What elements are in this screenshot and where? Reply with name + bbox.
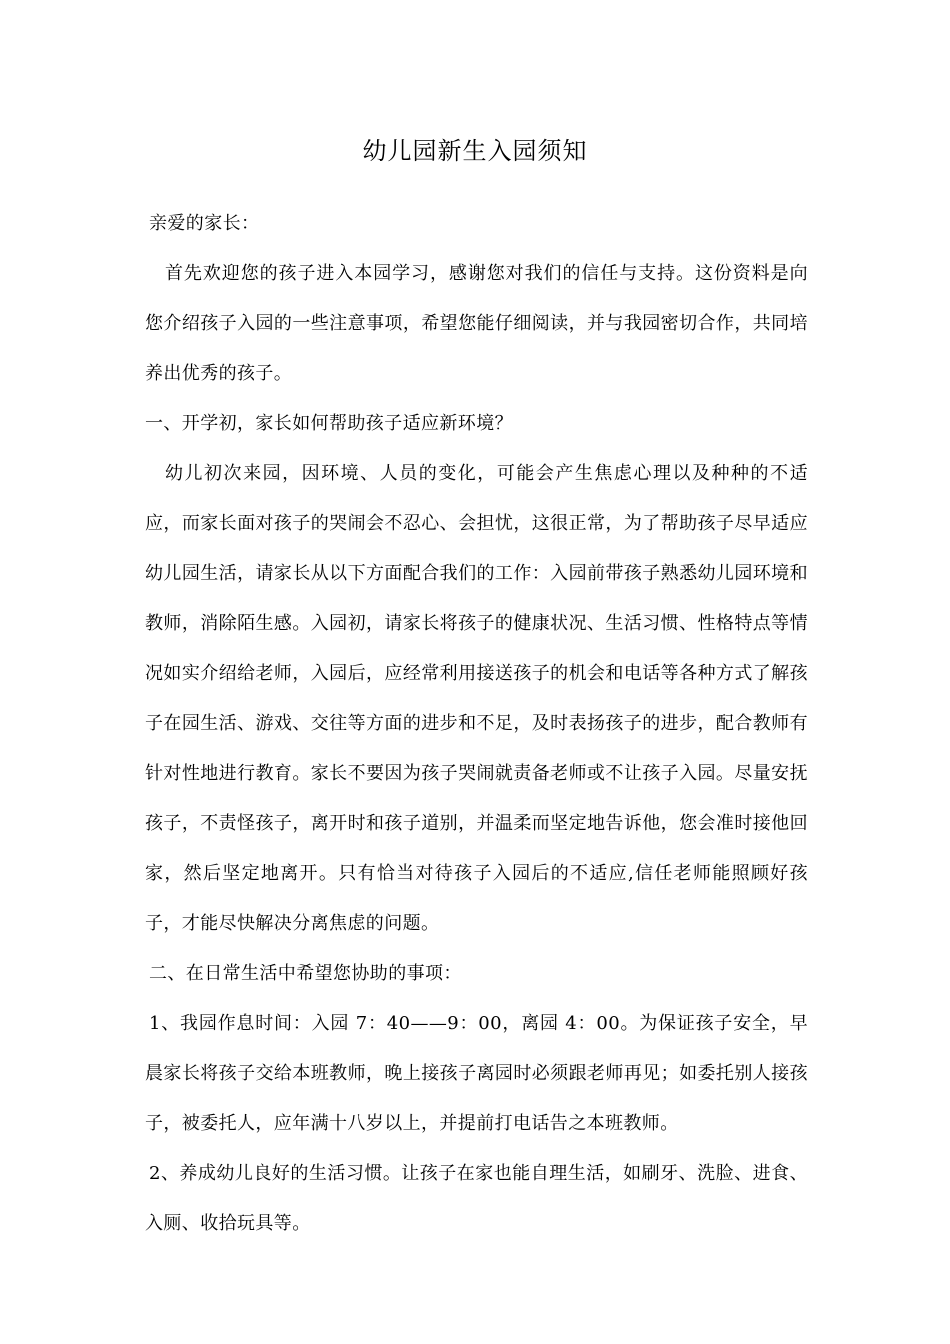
salutation: 亲爱的家长：	[149, 213, 260, 234]
document-body	[145, 199, 808, 1249]
intro-paragraph: 首先欢迎您的孩子进入本园学习，感谢您对我们的信任与支持。这份资料是向您介绍孩子入园的一些注意事项，希望您能仔细阅读，并与我园密切合作，共同培养出优秀的孩子。	[145, 263, 808, 384]
section-2-heading: 二、在日常生活中希望您协助的事项：	[149, 963, 462, 984]
section-1-heading: 一、开学初，家长如何帮助孩子适应新环境？	[145, 413, 513, 434]
document-title: 幼儿园新生入园须知	[362, 137, 588, 165]
item-1-paragraph: 1、我园作息时间：入园 7：40——9：00，离园 4：00。为保证孩子安全，早晨家长将孩子交给本班教师，晚上接孩子离园时必须跟老师再见；如委托别人接孩子，被委托人，应年满十八岁以上，并提前打电话告之本班教师。	[145, 1013, 808, 1134]
section-1-paragraph: 幼儿初次来园，因环境、人员的变化，可能会产生焦虑心理以及种种的不适应，而家长面对孩子的哭闹会不忍心、会担忧，这很正常，为了帮助孩子尽早适应幼儿园生活，请家长从以下方面配合我们的工作：入园前带孩子熟悉幼儿园环境和教师，消除陌生感。入园初，请家长将孩子的健康状况、生活习惯、性格特点等情况如实介绍给老师，入园后，应经常利用接送孩子的机会和电话等各种方式了解孩子在园生活、游戏、交往等方面的进步和不足，及时表扬孩子的进步，配合教师有针对性地进行教育。家长不要因为孩子哭闹就责备老师或不让孩子入园。尽量安抚孩子，不责怪孩子，离开时和孩子道别，并温柔而坚定地告诉他，您会准时接他回家，然后坚定地离开。只有恰当对待孩子入园后的不适应,信任老师能照顾好孩子，才能尽快解决分离焦虑的问题。	[145, 463, 808, 934]
item-2-paragraph: 2、养成幼儿良好的生活习惯。让孩子在家也能自理生活，如刷牙、洗脸、进食、入厕、收拾玩具等。	[145, 1163, 808, 1234]
